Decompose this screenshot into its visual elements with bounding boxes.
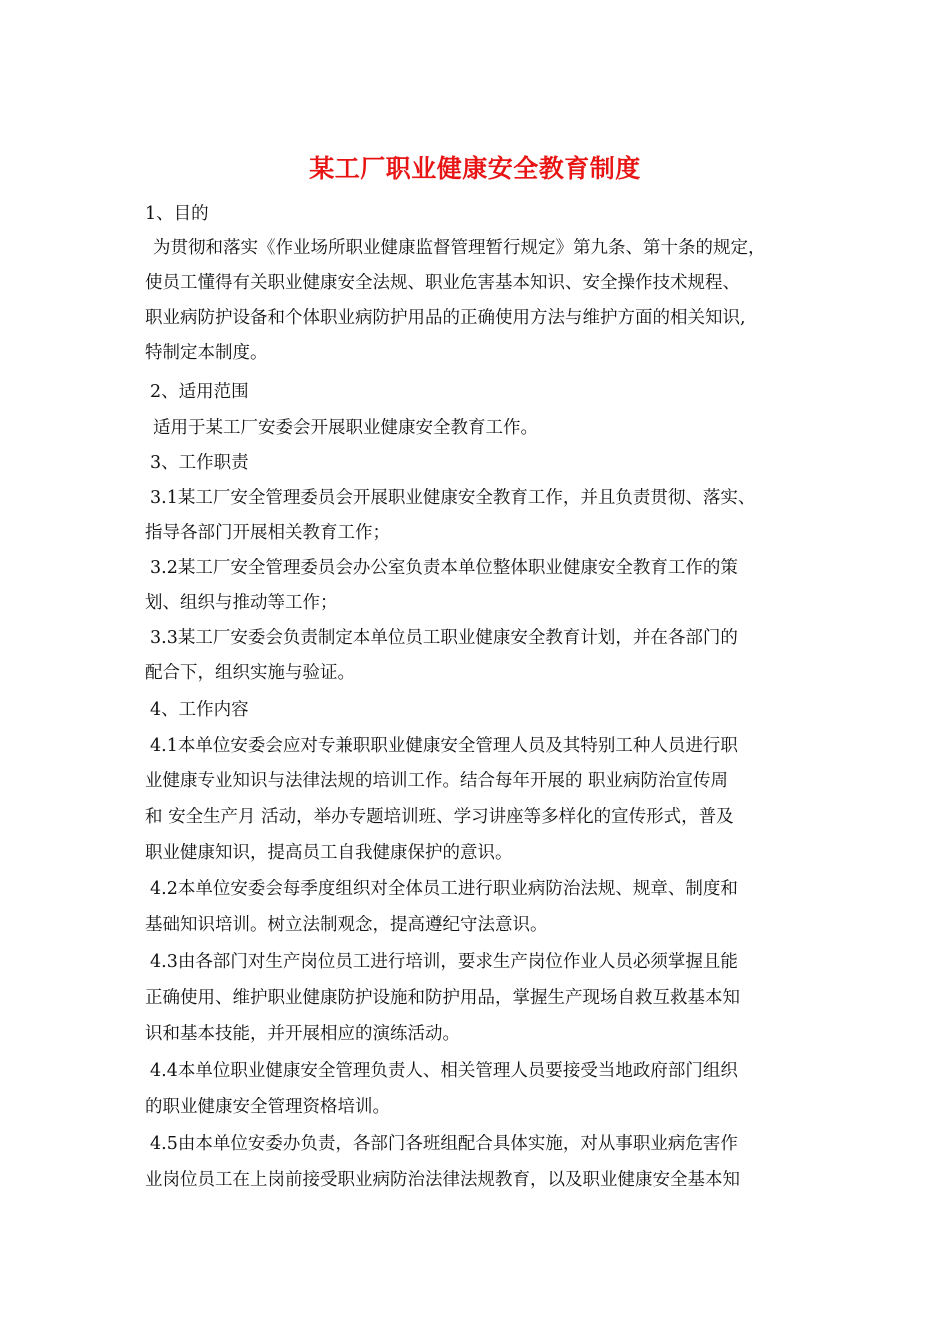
paragraph-line: 4.4本单位职业健康安全管理负责人、相关管理人员要接受当地政府部门组织 xyxy=(150,1061,738,1081)
paragraph-line: 4.2本单位安委会每季度组织对全体员工进行职业病防治法规、规章、制度和 xyxy=(150,879,738,899)
paragraph-line: 4.3由各部门对生产岗位员工进行培训，要求生产岗位作业人员必须掌握且能 xyxy=(150,952,738,972)
paragraph-line: 配合下，组织实施与验证。 xyxy=(145,663,355,683)
paragraph-line: 为贯彻和落实《作业场所职业健康监督管理暂行规定》第九条、第十条的规定， xyxy=(153,238,766,258)
document-title: 某工厂职业健康安全教育制度 xyxy=(309,154,641,183)
section-heading-content: 4、工作内容 xyxy=(150,700,249,720)
section-heading-purpose: 1、目的 xyxy=(145,204,209,224)
paragraph-line: 3.3某工厂安委会负责制定本单位员工职业健康安全教育计划，并在各部门的 xyxy=(150,628,738,648)
paragraph-line: 职业健康知识，提高员工自我健康保护的意识。 xyxy=(145,843,513,863)
paragraph-line: 指导各部门开展相关教育工作； xyxy=(145,523,390,543)
section-heading-responsibilities: 3、工作职责 xyxy=(150,453,249,473)
paragraph-line: 4.5由本单位安委办负责，各部门各班组配合具体实施，对从事职业病危害作 xyxy=(150,1134,738,1154)
paragraph-line: 职业病防护设备和个体职业病防护用品的正确使用方法与维护方面的相关知识, xyxy=(145,308,746,328)
paragraph-line: 3.1某工厂安全管理委员会开展职业健康安全教育工作，并且负责贯彻、落实、 xyxy=(150,488,756,508)
paragraph-line: 和 安全生产月 活动，举办专题培训班、学习讲座等多样化的宣传形式，普及 xyxy=(145,807,734,827)
paragraph-line: 3.2某工厂安全管理委员会办公室负责本单位整体职业健康安全教育工作的策 xyxy=(150,558,738,578)
paragraph-line: 的职业健康安全管理资格培训。 xyxy=(145,1097,390,1117)
paragraph-line: 4.1本单位安委会应对专兼职职业健康安全管理人员及其特别工种人员进行职 xyxy=(150,736,738,756)
paragraph-line: 正确使用、维护职业健康防护设施和防护用品，掌握生产现场自救互救基本知 xyxy=(145,988,740,1008)
paragraph-line: 适用于某工厂安委会开展职业健康安全教育工作。 xyxy=(153,418,538,438)
section-heading-scope: 2、适用范围 xyxy=(150,382,249,402)
paragraph-line: 划、组织与推动等工作； xyxy=(145,593,338,613)
paragraph-line: 基础知识培训。树立法制观念，提高遵纪守法意识。 xyxy=(145,915,548,935)
paragraph-line: 识和基本技能，并开展相应的演练活动。 xyxy=(145,1024,460,1044)
paragraph-line: 特制定本制度。 xyxy=(145,343,268,363)
paragraph-line: 业健康专业知识与法律法规的培训工作。结合每年开展的 职业病防治宣传周 xyxy=(145,771,729,791)
paragraph-line: 业岗位员工在上岗前接受职业病防治法律法规教育，以及职业健康安全基本知 xyxy=(145,1170,740,1190)
paragraph-line: 使员工懂得有关职业健康安全法规、职业危害基本知识、安全操作技术规程、 xyxy=(145,273,740,293)
